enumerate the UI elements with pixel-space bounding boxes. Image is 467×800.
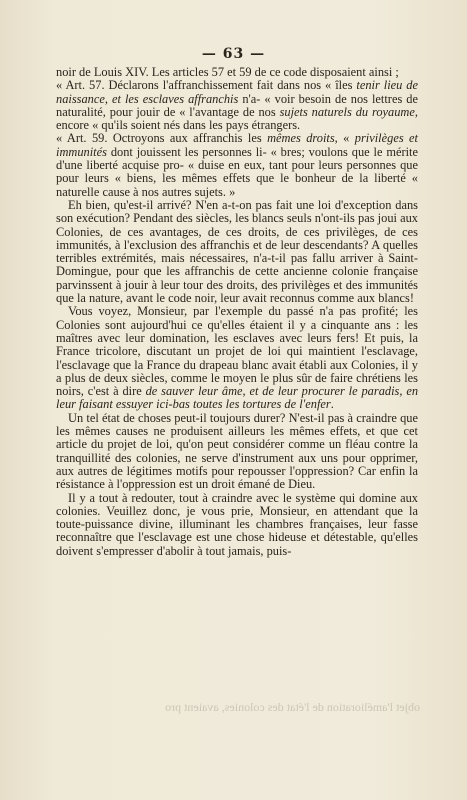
paragraph-6: Un tel état de choses peut-il toujours durer? N'est-il pas à craindre que les mêmes causes ne produisent ailleurs les mêmes effets, et que cet article du projet de loi, qu'on peut considérer comme un fléau contre la tranquillité des colonies, ne serve d'instrument aux uns pour opprimer, aux autres de légitimes motifs pour repousser l'oppression? Car enfin la résistance à l'oppression est un droit émané de Dieu. <box>56 410 418 492</box>
page-body-text <box>56 66 418 558</box>
paragraph-3: « Art. 59. Octroyons aux affranchis les mêmes droits, « privilèges et immunités dont jouissent les personnes li- « bres; voulons que le mérite d'une liberté acquise pro- « duise en eux, tant pour leurs personnes que pour leurs « biens, les mêmes effets que le bonheur de la liberté « naturelle cause à nos autres sujets. » <box>56 131 418 199</box>
paragraph-1: noir de Louis XIV. Les articles 57 et 59 de ce code disposaient ainsi ; <box>56 65 399 79</box>
paragraph-5: Vous voyez, Monsieur, par l'exemple du passé n'a pas profité; les Colonies sont aujourd'hui ce qu'elles étaient il y a cinquante ans : les maîtres avec leur domination, les esclaves avec leurs fers! Et puis, la France tricolore, discutant un projet de loi qui maintient l'esclavage, l'esclavage que la France du drapeau blanc avait établi aux Colonies, il y a plus de deux siècles, comme le moyen le plus sûr de faire chrétiens les noirs, c'est à dire de sauver leur âme, et de leur procurer le paradis, en leur faisant essuyer ici-bas toutes les tortures de l'enfer. <box>56 304 419 412</box>
paragraph-7: Il y a tout à redouter, tout à craindre avec le système qui domine aux colonies. Veuillez donc, je vous prie, Monsieur, en attendant que la toute-puissance divine, illuminant les chambres françaises, leur fasse reconnaître que l'esclavage est une chose hideuse et détestable, qu'elles doivent s'empresser d'abolir à tout jamais, puis- <box>56 490 418 558</box>
page-number: — 63 — <box>201 46 266 62</box>
paragraph-4: Eh bien, qu'est-il arrivé? N'en a-t-on pas fait une loi d'exception dans son exécution? Pendant des siècles, les blancs seuls n'ont-ils pas joui aux Colonies, de ces avantages, de ces droits, de ces privilèges, de ces immunités, à l'exclusion des affranchis et de leur descendants? A quelles terribles extrémités, mais nécessaires, n'a-t-il pas fallu arriver à Saint-Domingue, pour que les affranchis de cette ancienne colonie française parvinssent à jouir à leur tour des droits, des privilèges et des immunités que la nature, avant le code noir, leur avait reconnus comme aux blancs! <box>56 197 418 306</box>
show-through-text: objet l'amélioration de l'état des colonies, avaient pro <box>165 700 420 714</box>
paragraph-2: « Art. 57. Déclarons l'affranchissement fait dans nos « îles tenir lieu de naissance, et les esclaves affranchis n'a- « voir besoin de nos lettres de naturalité, pour jouir de « l'avantage de nos sujets naturels du royaume, encore « qu'ils soient nés dans les pays étrangers. <box>56 78 418 133</box>
